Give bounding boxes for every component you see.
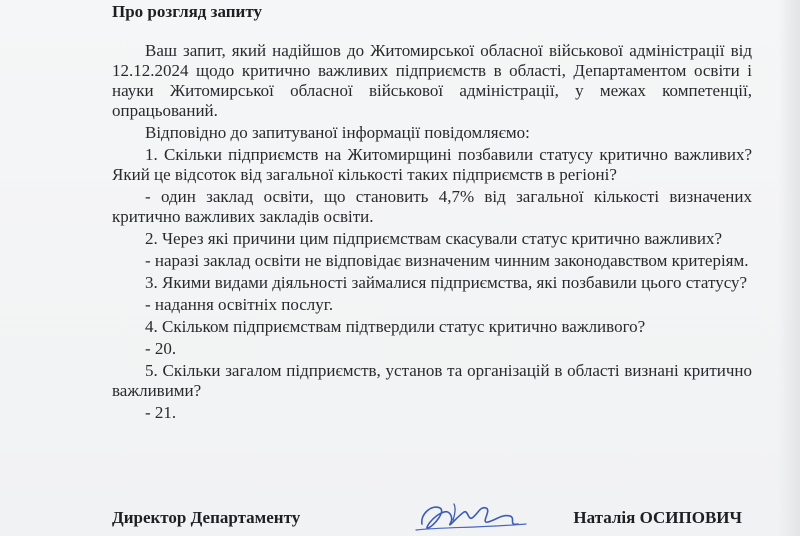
question-2: 2. Через які причини цим підприємствам скасували статус критично важливих? bbox=[145, 229, 723, 248]
answer-4: - 20. bbox=[145, 339, 177, 358]
answer-5: - 21. bbox=[145, 403, 177, 422]
answer-1: - один заклад освіти, що становить 4,7% від загальної кількості визначених критично важливих закладів освіти. bbox=[112, 187, 752, 226]
answer-2: - наразі заклад освіти не відповідає визначеним чинним законодавством критеріям. bbox=[145, 251, 749, 270]
document-body bbox=[112, 41, 752, 425]
question-4: 4. Скільком підприємствам підтвердили статус критично важливого? bbox=[145, 317, 646, 336]
answer-3: - надання освітніх послуг. bbox=[145, 295, 334, 314]
question-1: 1. Скільки підприємств на Житомирщині позбавили статусу критично важливих? Який це відсоток від загальної кількості таких підприємств в регіоні? bbox=[112, 145, 752, 184]
signatory-name: Наталія ОСИПОВИЧ bbox=[573, 508, 742, 527]
question-3: 3. Якими видами діяльності займалися підприємства, які позбавили цього статусу? bbox=[145, 273, 748, 292]
paragraph-intro: Ваш запит, який надійшов до Житомирської обласної військової адміністрації від 12.12.2024 щодо критично важливих підприємств в області, Департаментом освіти і науки Житомирської обласної військової адміністрації, у межах компетенції, опрацьований. bbox=[112, 41, 752, 120]
signatory-role: Директор Департаменту bbox=[112, 508, 301, 527]
page-edge-shadow bbox=[778, 0, 800, 536]
question-5: 5. Скільки загалом підприємств, установ та організацій в області визнані критично важливими? bbox=[112, 361, 752, 400]
paragraph-info-lead: Відповідно до запитуваної інформації повідомляємо: bbox=[145, 123, 530, 142]
document-heading: Про розгляд запиту bbox=[112, 2, 262, 21]
document-footer bbox=[112, 508, 752, 532]
